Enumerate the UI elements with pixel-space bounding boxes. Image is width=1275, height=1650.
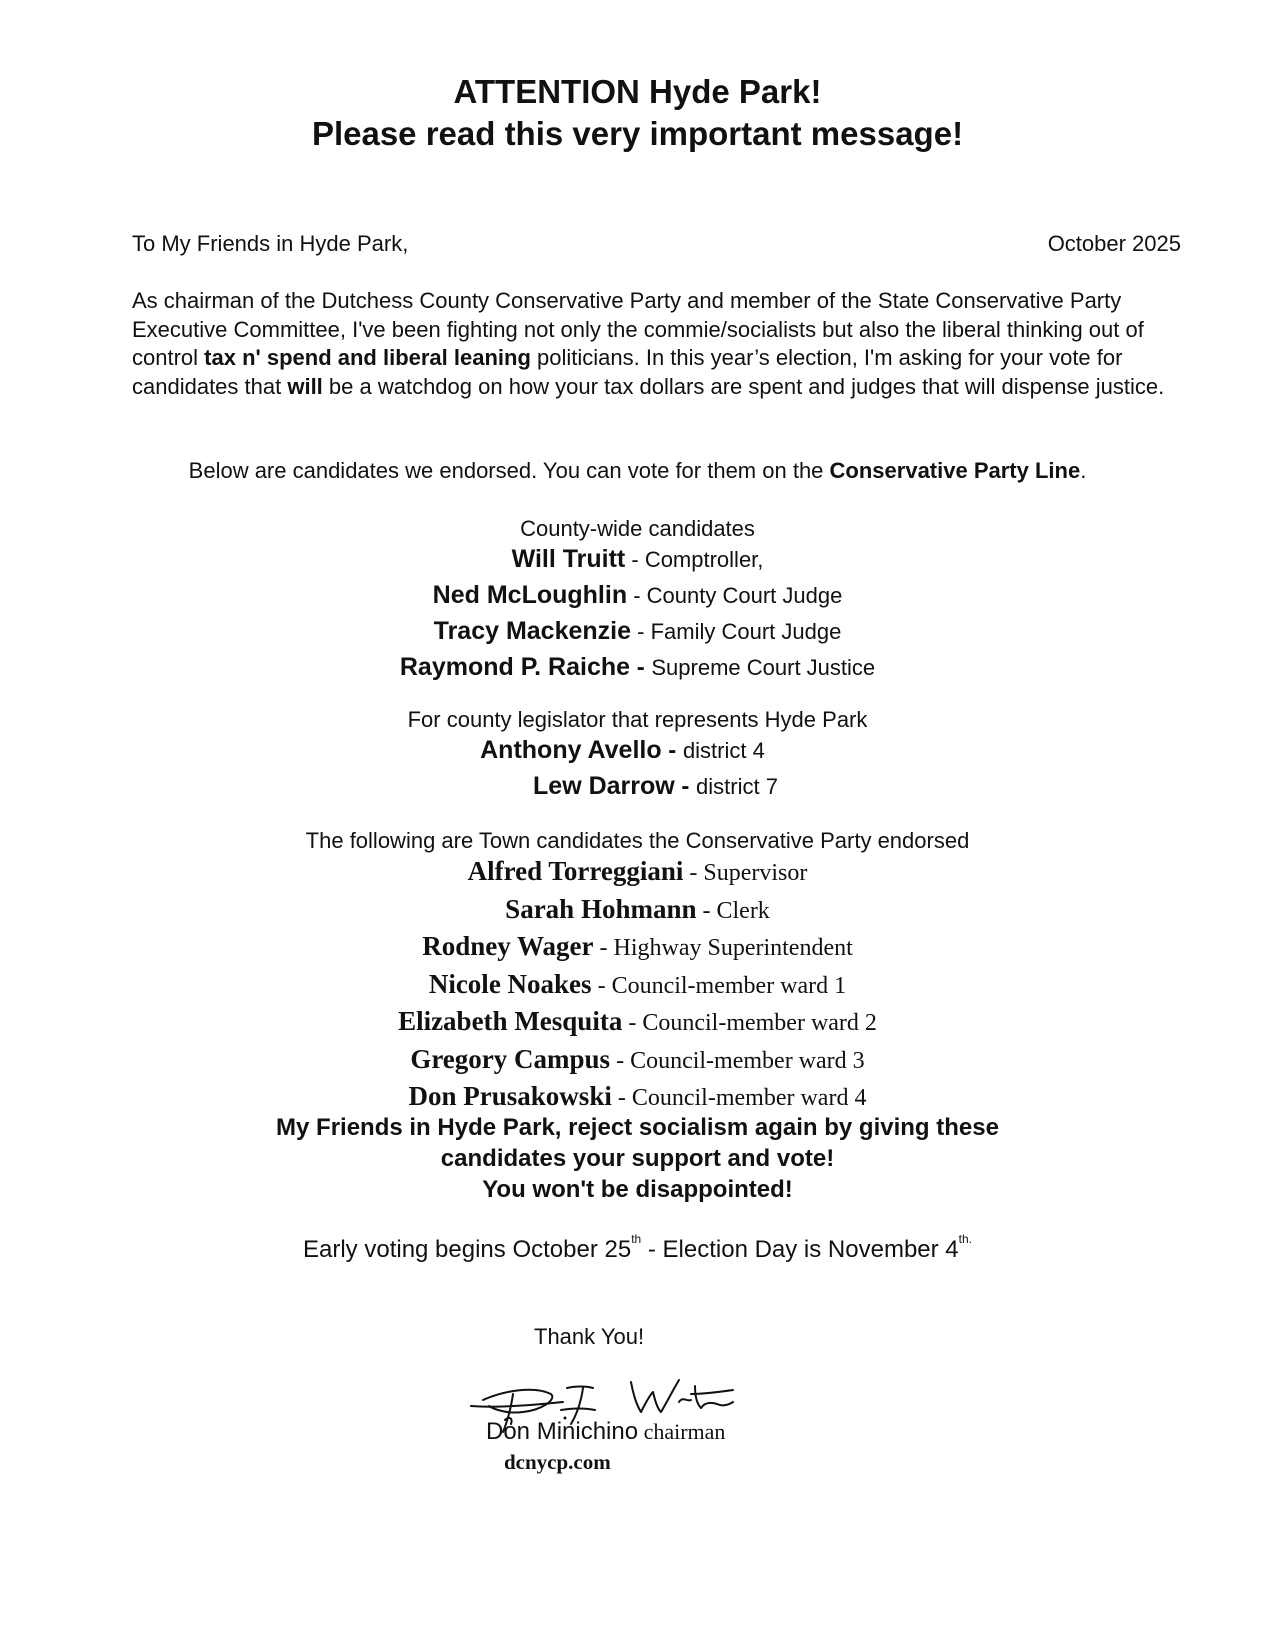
candidate-role: County Court Judge	[646, 583, 843, 608]
candidate-clerk	[0, 893, 1275, 931]
candidate-name: Nicole Noakes	[428, 968, 592, 999]
closing-line-3: You won't be disappointed!	[482, 1176, 793, 1203]
salutation: To My Friends in Hyde Park,	[132, 231, 409, 256]
candidate-name: Tracy Mackenzie	[433, 617, 632, 645]
town-section	[0, 827, 1275, 1118]
headline-attention: ATTENTION Hyde Park!	[453, 73, 822, 110]
candidate-role: Council-member ward 2	[642, 1010, 877, 1036]
candidate-family-court-judge	[0, 615, 1275, 651]
endorsement-line	[0, 458, 1275, 484]
signer-name: Don Minichino	[486, 1418, 639, 1445]
candidate-role: Council-member ward 1	[611, 972, 847, 999]
candidate-name: Gregory Campus	[410, 1043, 611, 1074]
candidate-separator: -	[591, 972, 612, 999]
candidate-role: Comptroller,	[644, 547, 764, 572]
candidate-county-court-judge	[0, 579, 1275, 615]
candidate-ward-3	[0, 1043, 1275, 1081]
candidate-separator: -	[627, 583, 647, 608]
countywide-heading: County-wide candidates	[520, 516, 755, 541]
candidate-separator: -	[622, 1010, 643, 1036]
candidate-separator: -	[593, 935, 614, 961]
closing-line-2: candidates your support and vote!	[440, 1145, 835, 1172]
candidate-name: Anthony Avello	[480, 736, 662, 764]
candidate-role: Family Court Judge	[650, 619, 842, 644]
candidate-name: Will Truitt	[511, 545, 626, 573]
candidate-separator: -	[696, 897, 717, 924]
candidate-name: Ned McLoughlin	[432, 581, 628, 609]
candidate-separator: -	[674, 773, 697, 800]
intro-bold-tax-spend: tax n' spend and liberal leaning	[204, 345, 531, 370]
candidate-separator: -	[661, 737, 683, 764]
candidate-role: Supreme Court Justice	[651, 655, 876, 680]
candidate-name: Don Prusakowski	[408, 1081, 612, 1111]
signer-title: chairman	[638, 1419, 726, 1444]
candidate-separator: -	[611, 1085, 632, 1111]
candidate-comptroller	[0, 543, 1275, 579]
candidate-role: district 4	[682, 738, 765, 763]
candidate-name: Rodney Wager	[422, 931, 594, 961]
town-heading: The following are Town candidates the Conservative Party endorsed	[305, 828, 970, 853]
intro-bold-will: will	[287, 373, 323, 399]
signer-line	[486, 1418, 725, 1446]
candidate-district-7	[0, 770, 1275, 806]
headline-important-message: Please read this very important message!	[311, 115, 964, 152]
candidate-role: Council-member ward 3	[630, 1047, 865, 1074]
candidate-role: Highway Superintendent	[613, 935, 853, 961]
candidate-role: Clerk	[716, 897, 770, 924]
website-url: dcnycp.com	[504, 1450, 611, 1474]
candidate-separator: -	[683, 860, 704, 886]
election-day-suffix: th.	[958, 1232, 972, 1246]
intro-text-3: be a watchdog on how your tax dollars are spent and judges that will dispense justice.	[322, 373, 1165, 399]
closing-line-1: My Friends in Hyde Park, reject socialism again by giving these	[276, 1114, 999, 1141]
candidate-role: Council-member ward 4	[631, 1085, 867, 1111]
candidate-name: Sarah Hohmann	[505, 893, 697, 924]
legislator-heading: For county legislator that represents Hyde Park	[407, 707, 868, 732]
candidate-name: Elizabeth Mesquita	[398, 1006, 623, 1036]
endorse-period: .	[1080, 458, 1087, 483]
endorse-text: Below are candidates we endorsed. You can vote for them on the	[188, 458, 830, 483]
intro-text-1: As chairman of the Dutchess County Conservative Party and member of the State Conservative Party Executive Committee, I've been fighting not only the commie/socialists but also the liberal thinking out of control	[132, 288, 1144, 370]
early-voting-suffix: th	[631, 1232, 642, 1246]
endorse-party-line: Conservative Party Line	[829, 458, 1081, 483]
closing-appeal	[0, 1112, 1275, 1205]
candidate-name: Raymond P. Raiche	[399, 653, 631, 681]
thank-you: Thank You!	[534, 1324, 645, 1349]
early-voting-text: Early voting begins October 25	[303, 1236, 632, 1263]
candidate-name: Alfred Torreggiani	[467, 856, 684, 886]
candidate-separator: -	[630, 654, 652, 681]
candidate-role: district 7	[696, 774, 778, 799]
intro-paragraph	[132, 287, 1192, 401]
voting-dates	[0, 1232, 1275, 1264]
candidate-supreme-court-justice	[0, 651, 1275, 687]
candidate-supervisor	[0, 855, 1275, 893]
candidate-district-4	[0, 734, 1275, 770]
countywide-section	[0, 515, 1275, 687]
candidate-separator: -	[625, 547, 645, 572]
candidate-separator: -	[631, 619, 651, 644]
letter-date: October 2025	[1047, 231, 1181, 256]
candidate-role: Supervisor	[703, 860, 808, 886]
candidate-highway-superintendent	[0, 930, 1275, 968]
election-day-text: - Election Day is November 4	[641, 1236, 959, 1263]
candidate-ward-2	[0, 1005, 1275, 1043]
candidate-ward-1	[0, 968, 1275, 1006]
candidate-separator: -	[610, 1047, 631, 1074]
candidate-name: Lew Darrow	[533, 772, 675, 800]
intro-text-2: politicians. In this year’s election, I'm asking for your vote for candidates that	[132, 345, 1123, 399]
legislator-section	[0, 706, 1275, 806]
